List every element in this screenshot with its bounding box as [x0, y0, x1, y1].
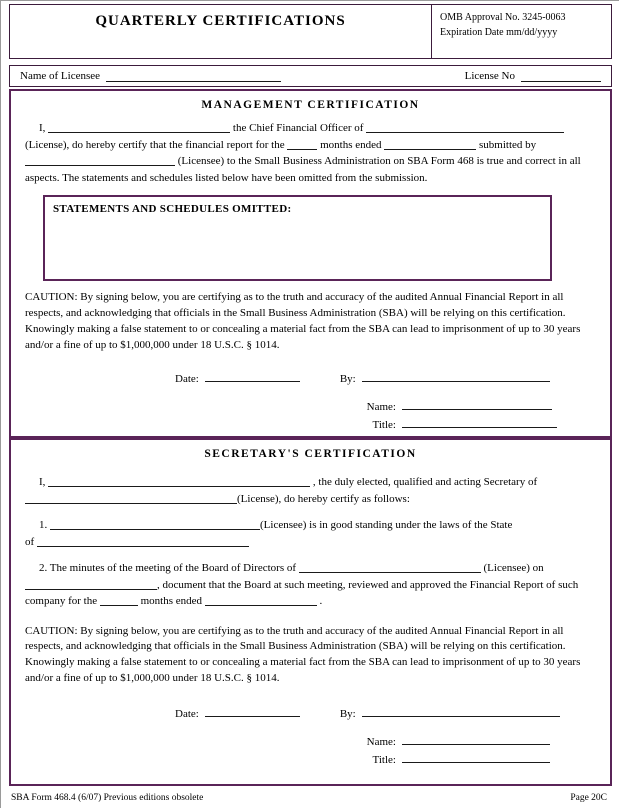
statements-omitted-box[interactable] — [43, 195, 552, 281]
mgmt-date-label: Date: — [175, 372, 199, 385]
sec-item2-text-a: 2. The minutes of the meeting of the Board of Directors of — [39, 562, 297, 574]
mgmt-months-blank[interactable] — [287, 138, 317, 150]
sec-date-label: Date: — [175, 708, 199, 721]
sec-text-certify: (License), do hereby certify as follows: — [237, 492, 410, 505]
mgmt-text-months-ended: months ended — [320, 138, 382, 151]
sec-item1-text: (Licensee) is in good standing under the laws of the State — [260, 519, 513, 531]
secretary-caution-text: CAUTION: By signing below, you are certifying as to the truth and accuracy of the audited Annual Financial Report in all respects, and acknowledging that officials in the Small Business Administration (SBA) will be relying on this certification. Knowingly making a false statement to or concealing a material fact from the SBA can lead to imprisonment of up to 30 years and/or a fine of up to $1,000,000 under 18 U.S.C. § 1014. — [25, 624, 581, 685]
management-certification-section — [9, 89, 612, 438]
sec-item2-board-blank[interactable] — [299, 561, 481, 573]
sec-title-label: Title: — [372, 754, 396, 767]
sec-item1-of: of — [25, 535, 35, 548]
mgmt-submitter-blank[interactable] — [25, 154, 175, 166]
license-no-label: License No — [464, 70, 515, 82]
mgmt-text-certify: (License), do hereby certify that the financial report for the — [25, 138, 285, 151]
sec-item1-number: 1. — [39, 519, 48, 531]
expiration-date-text: Expiration Date mm/dd/yyyy — [440, 26, 558, 38]
secretary-title-row — [360, 751, 596, 766]
sec-name-label: Name: — [366, 736, 396, 749]
management-signature-row — [175, 370, 596, 385]
name-of-licensee-label: Name of Licensee — [20, 70, 101, 82]
footer-form-number: SBA Form 468.4 (6/07) Previous editions obsolete — [11, 793, 204, 803]
licensee-row — [9, 65, 612, 87]
sec-date-blank[interactable] — [205, 705, 300, 717]
sec-item2-months-blank[interactable] — [100, 594, 138, 606]
secretary-item1 — [25, 517, 596, 550]
license-no-blank[interactable] — [521, 70, 601, 82]
secretary-heading: SECRETARY'S CERTIFICATION — [204, 448, 417, 460]
management-heading: MANAGEMENT CERTIFICATION — [201, 99, 420, 111]
management-caution-text: CAUTION: By signing below, you are certifying as to the truth and accuracy of the audited Annual Financial Report in all respects, and acknowledging that officials in the Small Business Administration (SBA) will be relying on this certification. Knowingly making a false statement to or concealing a material fact from the SBA can lead to imprisonment of up to 30 years and/or a fine of up to $1,000,000 under 18 U.S.C. § 1014. — [25, 291, 581, 351]
mgmt-title-label: Title: — [372, 418, 396, 431]
mgmt-cfo-name-blank[interactable] — [48, 121, 230, 133]
mgmt-by-label: By: — [339, 372, 356, 385]
sec-by-label: By: — [339, 708, 356, 721]
mgmt-company-blank[interactable] — [366, 121, 564, 133]
sec-secretary-name-blank[interactable] — [48, 475, 310, 487]
sec-item1-licensee-blank[interactable] — [50, 518, 260, 530]
sec-item2-text-d: months ended — [140, 595, 203, 607]
secretary-item2 — [25, 560, 596, 610]
mgmt-date-blank[interactable] — [205, 370, 300, 382]
secretary-name-row — [360, 733, 596, 748]
sec-item1-state-blank[interactable] — [37, 535, 249, 547]
sec-item2-text-e: . — [319, 595, 323, 607]
mgmt-title-blank[interactable] — [402, 416, 557, 428]
sec-title-blank[interactable] — [402, 751, 550, 763]
sec-name-blank[interactable] — [402, 733, 550, 745]
sec-by-signature-blank[interactable] — [362, 705, 560, 717]
sec-text-duly: , the duly elected, qualified and acting Secretary of — [312, 476, 538, 488]
mgmt-name-label: Name: — [366, 400, 396, 413]
mgmt-text-tail: (Licensee) to the Small Business Administration on SBA Form 468 is true and correct in all aspects. The statements and schedules listed below have been omitted from the submission. — [25, 155, 581, 184]
sec-text-i: I, — [39, 476, 46, 488]
management-paragraph — [25, 120, 596, 186]
mgmt-by-signature-blank[interactable] — [362, 370, 550, 382]
header-title-area — [10, 5, 431, 58]
mgmt-text-cfo-of: the Chief Financial Officer of — [232, 122, 364, 134]
sec-company-blank[interactable] — [25, 492, 237, 504]
header-box — [9, 4, 612, 59]
secretary-paragraph — [25, 474, 596, 507]
management-title-row — [360, 416, 596, 431]
sec-item2-text-b: (Licensee) on — [483, 562, 544, 574]
management-name-row — [360, 398, 596, 413]
secretary-signature-row — [175, 705, 596, 720]
secretary-certification-section — [9, 438, 612, 786]
mgmt-text-submitted-by: submitted by — [479, 138, 537, 151]
statements-omitted-label: STATEMENTS AND SCHEDULES OMITTED: — [53, 203, 292, 215]
mgmt-name-blank[interactable] — [402, 398, 552, 410]
mgmt-ended-date-blank[interactable] — [384, 138, 476, 150]
sec-item2-ended-blank[interactable] — [205, 594, 317, 606]
footer-page-number: Page 20C — [570, 793, 607, 803]
omb-panel — [431, 5, 611, 58]
mgmt-text-i: I, — [39, 122, 46, 134]
sec-item2-date-blank[interactable] — [25, 578, 157, 590]
form-title: QUARTERLY CERTIFICATIONS — [95, 13, 346, 29]
sec-item2-text-c: , document that the Board at such meeting, reviewed and approved the Financial Report of such company for the — [25, 578, 579, 607]
footer — [11, 793, 607, 803]
omb-approval-text: OMB Approval No. 3245-0063 — [440, 12, 566, 23]
licensee-name-blank[interactable] — [106, 70, 281, 82]
